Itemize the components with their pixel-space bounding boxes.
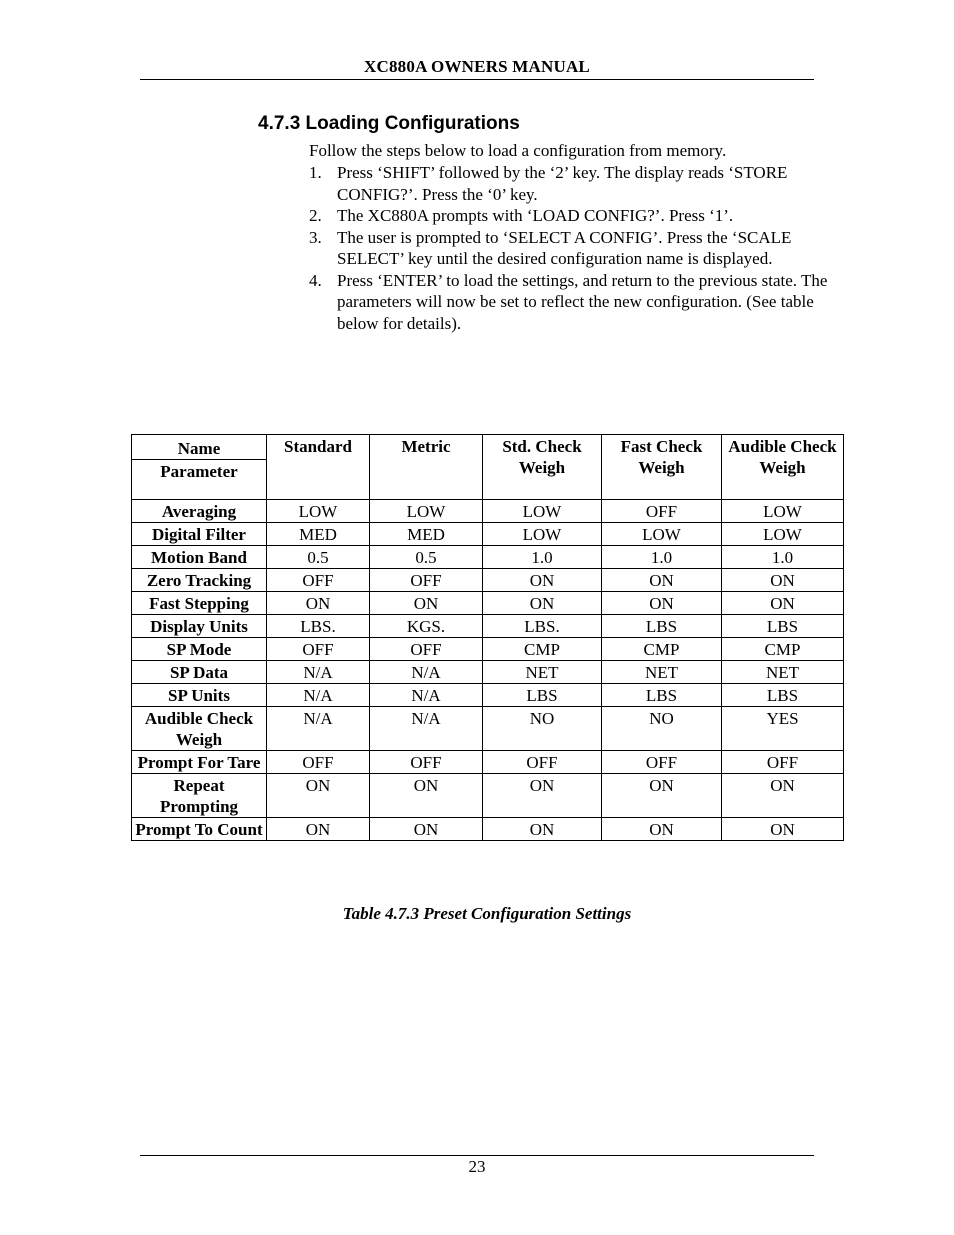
row-header: Averaging — [132, 500, 267, 523]
table-caption: Table 4.7.3 Preset Configuration Settings — [342, 904, 632, 923]
step-text: The user is prompted to ‘SELECT A CONFIG’. Press the ‘SCALE SELECT’ key until the desired configuration name is displayed. — [337, 227, 792, 268]
row-header: SP Data — [132, 661, 267, 684]
table-row — [132, 500, 844, 523]
table-cell: CMP — [483, 638, 602, 661]
steps-list — [309, 162, 829, 334]
row-header: Prompt For Tare — [132, 751, 267, 774]
step-item — [309, 227, 829, 270]
corner-header-parameter: Parameter — [132, 460, 267, 500]
table-cell: 1.0 — [602, 546, 722, 569]
table-cell: LOW — [483, 523, 602, 546]
table-row — [132, 546, 844, 569]
table-cell: ON — [267, 592, 370, 615]
table-cell: OFF — [602, 751, 722, 774]
table-cell: 1.0 — [722, 546, 844, 569]
table-cell: ON — [483, 818, 602, 841]
table-cell: ON — [722, 592, 844, 615]
table-cell: LBS — [722, 615, 844, 638]
table-row — [132, 818, 844, 841]
row-header: SP Units — [132, 684, 267, 707]
footer-rule — [140, 1155, 814, 1156]
table-cell: ON — [722, 569, 844, 592]
step-number: 4. — [309, 270, 322, 290]
column-header: Standard — [267, 435, 370, 500]
table-cell: ON — [602, 818, 722, 841]
table-row — [132, 707, 844, 751]
table-cell: ON — [483, 774, 602, 818]
table-cell: NET — [602, 661, 722, 684]
row-header: Fast Stepping — [132, 592, 267, 615]
table-cell: LOW — [602, 523, 722, 546]
table-cell: LBS — [602, 684, 722, 707]
table-cell: ON — [483, 592, 602, 615]
table-cell: N/A — [370, 684, 483, 707]
table-cell: LOW — [483, 500, 602, 523]
table-cell: LBS — [722, 684, 844, 707]
table-cell: LBS — [483, 684, 602, 707]
table-cell: OFF — [267, 751, 370, 774]
step-text: Press ‘SHIFT’ followed by the ‘2’ key. The display reads ‘STORE CONFIG?’. Press the ‘0’ key. — [337, 163, 788, 204]
table-row — [132, 592, 844, 615]
table-cell: ON — [267, 818, 370, 841]
step-text: Press ‘ENTER’ to load the settings, and return to the previous state. The parameters will now be set to reflect the new configuration. (See table below for details). — [337, 270, 828, 333]
row-header: Display Units — [132, 615, 267, 638]
table-row — [132, 751, 844, 774]
row-header: Zero Tracking — [132, 569, 267, 592]
table-cell: CMP — [602, 638, 722, 661]
table-cell: OFF — [370, 751, 483, 774]
table-cell: N/A — [267, 661, 370, 684]
table-cell: 0.5 — [267, 546, 370, 569]
column-header: Std. Check Weigh — [483, 435, 602, 500]
table-cell: N/A — [370, 661, 483, 684]
table-cell: ON — [722, 818, 844, 841]
step-number: 1. — [309, 163, 322, 182]
preset-configuration-table — [131, 434, 844, 841]
table-cell: ON — [370, 592, 483, 615]
table-cell: NET — [722, 661, 844, 684]
table-cell: ON — [370, 818, 483, 841]
row-header: Audible Check Weigh — [132, 707, 267, 751]
table-cell: OFF — [370, 638, 483, 661]
column-header: Metric — [370, 435, 483, 500]
table-cell: ON — [602, 774, 722, 818]
table-cell: N/A — [267, 684, 370, 707]
step-text: The XC880A prompts with ‘LOAD CONFIG?’. Press ‘1’. — [337, 206, 734, 225]
row-header: Digital Filter — [132, 523, 267, 546]
table-row — [132, 615, 844, 638]
table-cell: OFF — [370, 569, 483, 592]
step-item — [309, 162, 829, 205]
table-cell: ON — [370, 774, 483, 818]
table-cell: KGS. — [370, 615, 483, 638]
row-header: Repeat Prompting — [132, 774, 267, 818]
running-header: XC880A OWNERS MANUAL — [364, 57, 590, 76]
table-cell: LBS. — [267, 615, 370, 638]
section-title: 4.7.3 Loading Configurations — [258, 113, 520, 134]
step-number: 2. — [309, 206, 322, 225]
table-cell: ON — [267, 774, 370, 818]
table-cell: NO — [483, 707, 602, 751]
table-cell: OFF — [602, 500, 722, 523]
table-row — [132, 774, 844, 818]
table-cell: LOW — [722, 500, 844, 523]
table-cell: LOW — [267, 500, 370, 523]
table-cell: MED — [267, 523, 370, 546]
table-cell: OFF — [483, 751, 602, 774]
table-cell: LBS — [602, 615, 722, 638]
table-cell: OFF — [267, 569, 370, 592]
table-cell: OFF — [722, 751, 844, 774]
header-rule — [140, 79, 814, 80]
step-item — [309, 270, 829, 335]
table-cell: LOW — [370, 500, 483, 523]
table-cell: LBS. — [483, 615, 602, 638]
table-cell: N/A — [267, 707, 370, 751]
table-cell: OFF — [267, 638, 370, 661]
row-header: Prompt To Count — [132, 818, 267, 841]
table-cell: NET — [483, 661, 602, 684]
table-cell: MED — [370, 523, 483, 546]
table-row — [132, 684, 844, 707]
step-number: 3. — [309, 227, 322, 247]
table-cell: ON — [602, 569, 722, 592]
row-header: SP Mode — [132, 638, 267, 661]
table-row — [132, 523, 844, 546]
table-cell: NO — [602, 707, 722, 751]
table-cell: LOW — [722, 523, 844, 546]
column-header: Fast Check Weigh — [602, 435, 722, 500]
table-cell: 1.0 — [483, 546, 602, 569]
table-cell: CMP — [722, 638, 844, 661]
row-header: Motion Band — [132, 546, 267, 569]
table-row — [132, 661, 844, 684]
table-cell: YES — [722, 707, 844, 751]
intro-paragraph: Follow the steps below to load a configuration from memory. — [309, 141, 727, 160]
table-cell: N/A — [370, 707, 483, 751]
step-item — [309, 205, 829, 227]
column-header: Audible Check Weigh — [722, 435, 844, 500]
table-cell: ON — [602, 592, 722, 615]
table-cell: ON — [722, 774, 844, 818]
page-number: 23 — [468, 1157, 486, 1176]
table-cell: ON — [483, 569, 602, 592]
table-row — [132, 638, 844, 661]
table-cell: 0.5 — [370, 546, 483, 569]
corner-header-name: Name — [132, 435, 267, 460]
table-row — [132, 569, 844, 592]
